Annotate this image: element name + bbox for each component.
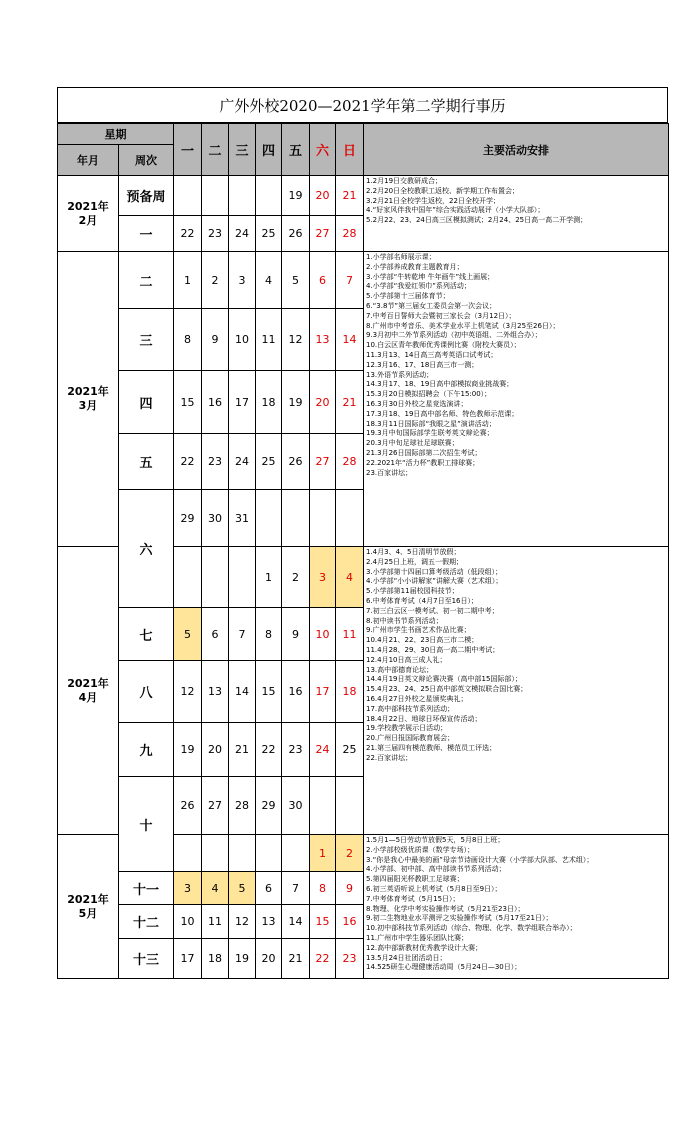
activity-item: 5.2月22、23、24日高三区模拟测试；2月24、25日高一高二开学测；	[366, 216, 588, 225]
date-cell-tue	[202, 547, 229, 608]
date-cell-sat: 15	[310, 905, 336, 939]
date-cell-sat: 27	[310, 216, 336, 252]
activity-item: 4.小学部“我爱红领巾”系列活动；	[366, 282, 471, 291]
calendar-table	[57, 123, 669, 979]
date-cell-sat: 8	[310, 872, 336, 905]
activity-item: 23.百家讲坛；	[366, 468, 413, 477]
date-cell-sat: 20	[310, 176, 336, 216]
activity-item: 4.小学部、初中部、高中部读书节系列活动；	[366, 865, 506, 874]
date-cell-fri: 2	[282, 547, 310, 608]
date-cell-tue: 20	[202, 723, 229, 777]
date-cell-sat: 17	[310, 661, 336, 723]
activity-item: 14.3月17、18、19日高中部模拟商业挑战赛；	[366, 380, 514, 389]
week-number: 十二	[119, 905, 174, 939]
date-cell-thu: 29	[256, 777, 282, 835]
activity-item: 15.4月23、24、25日高中部英文模拟联合国比赛；	[366, 685, 528, 694]
date-cell-sun	[336, 490, 364, 547]
activity-item: 7.中考体育考试（5月15日）；	[366, 894, 460, 903]
date-cell-fri: 16	[282, 661, 310, 723]
date-cell-fri: 14	[282, 905, 310, 939]
activity-item: 8.广州市中考音乐、美术学业水平上机笔试（3月25至26日）；	[366, 321, 560, 330]
date-cell-wed: 19	[229, 939, 256, 979]
date-cell-sun: 21	[336, 176, 364, 216]
activity-item: 21.第三届四有模范教师、模范员工评选；	[366, 743, 497, 752]
date-cell-fri: 26	[282, 434, 310, 490]
date-cell-sun: 7	[336, 252, 364, 309]
activity-item: 15.3月20日模拟招聘会（下午15:00）；	[366, 390, 492, 399]
date-cell-sat	[310, 777, 336, 835]
date-cell-fri: 7	[282, 872, 310, 905]
day-header-sun: 日	[336, 124, 364, 176]
date-cell-mon: 5	[174, 608, 202, 661]
date-cell-fri	[282, 490, 310, 547]
week-number: 六	[119, 490, 174, 608]
date-cell-tue: 18	[202, 939, 229, 979]
activity-item: 19.3月中旬国际部学生联考英文辩论赛；	[366, 429, 494, 438]
activity-item: 1.小学部名师展示课；	[366, 253, 436, 261]
date-cell-thu: 4	[256, 252, 282, 309]
date-cell-tue	[202, 176, 229, 216]
date-cell-sat: 6	[310, 252, 336, 309]
date-cell-fri: 5	[282, 252, 310, 309]
activity-item: 8.物理、化学中考实验操作考试（5月21至23日）；	[366, 904, 525, 913]
activity-item: 13.5月24日社团活动日；	[366, 953, 447, 962]
week-number: 十三	[119, 939, 174, 979]
date-cell-fri: 19	[282, 176, 310, 216]
activity-item: 19.学校教学展示日活动；	[366, 724, 448, 733]
activity-item: 2.小学部校级优质课（数学专场）；	[366, 845, 475, 854]
date-cell-sat: 20	[310, 371, 336, 434]
date-cell-tue: 30	[202, 490, 229, 547]
activity-item: 7.初三白云区一模考试、初一初二期中考；	[366, 606, 499, 615]
date-cell-tue: 16	[202, 371, 229, 434]
date-cell-wed	[229, 176, 256, 216]
date-cell-mon: 22	[174, 434, 202, 490]
date-cell-thu: 22	[256, 723, 282, 777]
week-number: 二	[119, 252, 174, 309]
date-cell-wed: 17	[229, 371, 256, 434]
date-cell-thu: 18	[256, 371, 282, 434]
activity-item: 1.4月3、4、5日清明节放假；	[366, 548, 461, 556]
date-cell-mon: 22	[174, 216, 202, 252]
activity-item: 22.2021年“活力杯”教职工排球赛；	[366, 458, 480, 467]
activity-item: 5.第四届阳光杯教职工足球赛；	[366, 875, 464, 884]
activity-item: 10.初中部科技节系列活动（综合、物理、化学、数学组联合举办）；	[366, 924, 577, 933]
date-cell-thu	[256, 490, 282, 547]
date-cell-mon: 26	[174, 777, 202, 835]
activity-item: 2.2月20日全校教职工返校、新学期工作布置会；	[366, 186, 520, 195]
week-number: 九	[119, 723, 174, 777]
activity-item: 9.3月初中二外节系列活动（初中英语组、二外组合办）；	[366, 331, 542, 340]
date-cell-sat: 13	[310, 309, 336, 371]
date-cell-wed	[229, 835, 256, 872]
month-label: 2021年 4月	[58, 547, 119, 835]
activities-feb	[364, 176, 669, 252]
date-cell-fri: 23	[282, 723, 310, 777]
date-cell-tue: 9	[202, 309, 229, 371]
date-cell-thu: 13	[256, 905, 282, 939]
date-cell-wed: 5	[229, 872, 256, 905]
day-header-thu: 四	[256, 124, 282, 176]
date-cell-sat: 1	[310, 835, 336, 872]
day-header-sat: 六	[310, 124, 336, 176]
date-cell-thu: 6	[256, 872, 282, 905]
date-cell-thu: 25	[256, 434, 282, 490]
activities-apr	[364, 547, 669, 835]
date-cell-fri: 9	[282, 608, 310, 661]
week-number: 十一	[119, 872, 174, 905]
week-row	[58, 176, 669, 216]
activity-item: 13.外语节系列活动；	[366, 370, 434, 379]
date-cell-sun: 21	[336, 371, 364, 434]
date-cell-mon	[174, 547, 202, 608]
date-cell-tue: 2	[202, 252, 229, 309]
activity-item: 11.3月13、14日高三高考英语口试考试；	[366, 350, 498, 359]
activity-item: 18.3月11日国际部“我眼之星”演讲活动；	[366, 419, 496, 428]
date-cell-sun: 16	[336, 905, 364, 939]
day-header-fri: 五	[282, 124, 310, 176]
day-header-wed: 三	[229, 124, 256, 176]
date-cell-thu: 25	[256, 216, 282, 252]
date-cell-sun: 28	[336, 434, 364, 490]
date-cell-mon: 19	[174, 723, 202, 777]
activity-item: 6.“3.8节”第三届女工委员会第一次会议；	[366, 301, 497, 310]
date-cell-fri: 30	[282, 777, 310, 835]
activity-item: 8.初中读书节系列活动；	[366, 616, 443, 625]
date-cell-sun: 14	[336, 309, 364, 371]
date-cell-sat	[310, 490, 336, 547]
week-no-header: 周次	[119, 145, 174, 176]
activity-item: 13.高中部德育论坛；	[366, 665, 434, 674]
day-header-mon: 一	[174, 124, 202, 176]
activity-item: 1.5月1—5日劳动节放假5天，5月8日上班；	[366, 836, 505, 844]
activity-item: 11.广州市中学生器乐团队比赛；	[366, 933, 469, 942]
date-cell-wed: 28	[229, 777, 256, 835]
date-cell-sat: 3	[310, 547, 336, 608]
date-cell-fri: 19	[282, 371, 310, 434]
date-cell-tue	[202, 835, 229, 872]
date-cell-sun: 4	[336, 547, 364, 608]
date-cell-sun: 11	[336, 608, 364, 661]
date-cell-mon: 3	[174, 872, 202, 905]
date-cell-sun: 25	[336, 723, 364, 777]
activity-item: 2.4月25日上班，调五一假期；	[366, 557, 464, 566]
activity-item: 5.小学部第11届校园科技节；	[366, 587, 459, 596]
activity-item: 14.4月19日英文辩论赛决赛（高中部15国际部）；	[366, 675, 522, 684]
date-cell-sat: 10	[310, 608, 336, 661]
activity-item: 5.小学部第十三届体育节；	[366, 292, 450, 301]
calendar-sheet	[57, 87, 668, 1004]
activity-item: 9.初二生物地业水平测评之实验操作考试（5月17至21日）；	[366, 914, 553, 923]
date-cell-tue: 23	[202, 216, 229, 252]
date-cell-sun: 18	[336, 661, 364, 723]
date-cell-tue: 11	[202, 905, 229, 939]
activity-item: 21.3月26日国际部第二次招生考试；	[366, 448, 482, 457]
activity-item: 2.小学部养成教育主题教育月；	[366, 262, 464, 271]
activity-item: 20.广州日报国际教育展会；	[366, 734, 455, 743]
activities-may	[364, 835, 669, 979]
date-cell-mon	[174, 176, 202, 216]
date-cell-wed: 10	[229, 309, 256, 371]
activity-item: 12.3月16、17、18日高三市一测；	[366, 360, 479, 369]
calendar-title: 广外外校2020—2021学年第二学期行事历	[57, 87, 668, 123]
date-cell-tue: 13	[202, 661, 229, 723]
date-cell-wed: 24	[229, 216, 256, 252]
date-cell-fri: 21	[282, 939, 310, 979]
activity-item: 3.小学部第十四届口算考级活动（低段组）；	[366, 567, 503, 576]
date-cell-sat: 24	[310, 723, 336, 777]
activity-item: 6.中考体育考试（4月7日至16日）；	[366, 596, 478, 605]
activity-item: 17.高中部科技节系列活动；	[366, 704, 455, 713]
month-header: 年月	[58, 145, 119, 176]
date-cell-sat: 22	[310, 939, 336, 979]
date-cell-mon: 12	[174, 661, 202, 723]
date-cell-wed: 12	[229, 905, 256, 939]
date-cell-tue: 6	[202, 608, 229, 661]
date-cell-wed: 3	[229, 252, 256, 309]
date-cell-fri: 12	[282, 309, 310, 371]
month-label: 2021年 2月	[58, 176, 119, 252]
activity-item: 4.小学部“小小讲解家”讲解大赛（艺术组）；	[366, 577, 503, 586]
day-header-tue: 二	[202, 124, 229, 176]
date-cell-thu: 8	[256, 608, 282, 661]
date-cell-mon	[174, 835, 202, 872]
week-number: 一	[119, 216, 174, 252]
date-cell-thu: 1	[256, 547, 282, 608]
activity-item: 11.4月28、29、30日高一高二期中考试；	[366, 645, 500, 654]
weekday-header: 星期	[58, 124, 174, 145]
week-number: 八	[119, 661, 174, 723]
date-cell-thu	[256, 176, 282, 216]
activities-mar	[364, 252, 669, 547]
activity-item: 10.白云区青年教师优秀课例比赛（附校大赛员）；	[366, 341, 521, 350]
activity-item: 16.4月27日外校之星颁奖典礼；	[366, 694, 468, 703]
date-cell-sun: 23	[336, 939, 364, 979]
date-cell-thu: 15	[256, 661, 282, 723]
date-cell-mon: 29	[174, 490, 202, 547]
week-number: 四	[119, 371, 174, 434]
date-cell-mon: 1	[174, 252, 202, 309]
activity-item: 3.2月21日全校学生返校，22日全校开学；	[366, 196, 500, 205]
activity-item: 10.4月21、22、23日高三市二模；	[366, 636, 479, 645]
date-cell-sun	[336, 777, 364, 835]
month-label: 2021年 3月	[58, 252, 119, 547]
date-cell-wed	[229, 547, 256, 608]
activity-item: 17.3月18、19日高中部名师、特色教师示范课；	[366, 409, 519, 418]
date-cell-wed: 14	[229, 661, 256, 723]
week-row	[58, 252, 669, 309]
date-cell-tue: 23	[202, 434, 229, 490]
activity-item: 1.2月19日交教研成合；	[366, 177, 443, 185]
date-cell-sun: 2	[336, 835, 364, 872]
activity-item: 3.小学部“牛转乾坤 牛年画牛”线上画展；	[366, 272, 495, 281]
activity-item: 16.3月30日外校之星竞选演讲；	[366, 399, 468, 408]
activity-item: 12.4月10日高三成人礼；	[366, 655, 447, 664]
date-cell-fri	[282, 835, 310, 872]
month-label: 2021年 5月	[58, 835, 119, 979]
date-cell-mon: 15	[174, 371, 202, 434]
date-cell-fri: 26	[282, 216, 310, 252]
activity-item: 14.525研生心理健康活动周（5月24日—30日）；	[366, 963, 522, 972]
activity-item: 20.3月中旬足球社足球联赛；	[366, 439, 459, 448]
date-cell-wed: 7	[229, 608, 256, 661]
date-cell-thu: 11	[256, 309, 282, 371]
header-row-1	[58, 124, 669, 145]
activity-item: 22.百家讲坛；	[366, 753, 413, 762]
week-number: 五	[119, 434, 174, 490]
activity-item: 4.“好家风伴我中国年”综合实践活动展评（小学大队部）；	[366, 206, 545, 215]
activity-item: 18.4月22日、地球日环保宣传活动；	[366, 714, 482, 723]
date-cell-sun: 9	[336, 872, 364, 905]
week-number: 预备周	[119, 176, 174, 216]
activity-item: 9.广州市学生书画艺术作品比赛；	[366, 626, 471, 635]
activity-item: 12.高中部新教材优秀教学设计大赛；	[366, 943, 483, 952]
date-cell-wed: 24	[229, 434, 256, 490]
date-cell-mon: 17	[174, 939, 202, 979]
date-cell-thu: 20	[256, 939, 282, 979]
date-cell-wed: 31	[229, 490, 256, 547]
date-cell-tue: 27	[202, 777, 229, 835]
date-cell-sun: 28	[336, 216, 364, 252]
date-cell-mon: 8	[174, 309, 202, 371]
activity-item: 3.“你是我心中最美的画”母亲节诗画设计大赛（小学部大队部、艺术组）；	[366, 855, 594, 864]
date-cell-wed: 21	[229, 723, 256, 777]
week-number: 十	[119, 777, 174, 872]
date-cell-thu	[256, 835, 282, 872]
activity-item: 6.初三英语听说上机考试（5月8日至9日）；	[366, 884, 502, 893]
date-cell-tue: 4	[202, 872, 229, 905]
date-cell-mon: 10	[174, 905, 202, 939]
activities-header: 主要活动安排	[364, 124, 669, 176]
activity-item: 7.中考百日誓师大会暨初三家长会（3月12日）；	[366, 311, 516, 320]
week-number: 七	[119, 608, 174, 661]
week-number: 三	[119, 309, 174, 371]
date-cell-sat: 27	[310, 434, 336, 490]
